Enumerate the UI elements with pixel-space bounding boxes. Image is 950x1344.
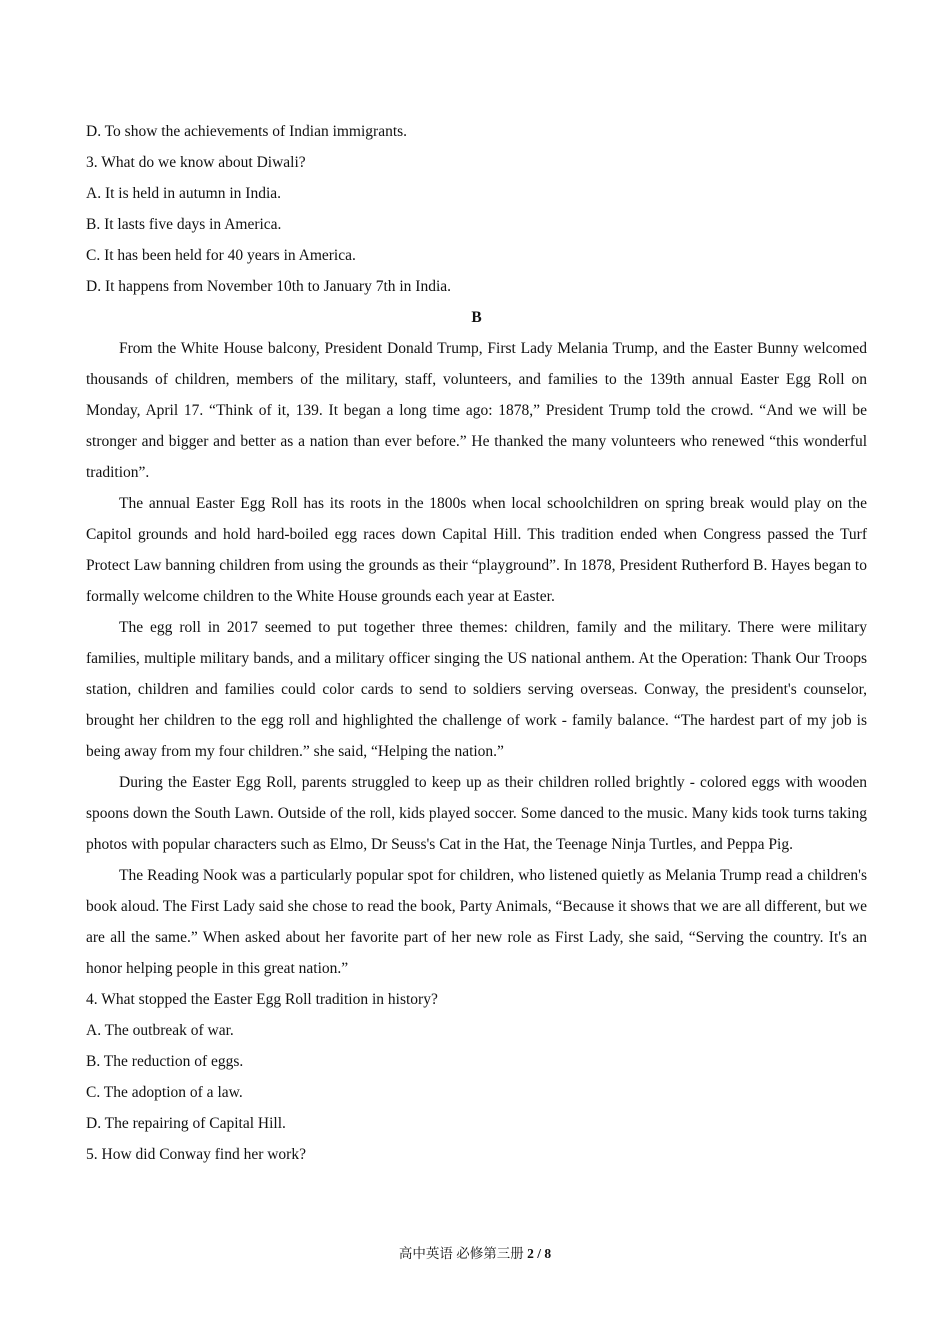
page-footer [0,1244,950,1264]
passage-paragraph-2: The annual Easter Egg Roll has its roots in the 1800s when local schoolchildren on spring break would play on the Capitol grounds and hold hard-boiled egg races down Capital Hill. This tradition ended when Congress passed the Turf Protect Law banning children from using the grounds as their “playground”. In 1878, President Rutherford B. Hayes began to formally welcome children to the White House grounds each year at Easter. [86,495,867,605]
question-3-stem: 3. What do we know about Diwali? [86,154,306,171]
footer-course-label: 高中英语 必修第三册 [398,1246,528,1261]
question-3-option-c: C. It has been held for 40 years in America. [86,247,356,264]
question-2-option-d: D. To show the achievements of Indian immigrants. [86,123,408,140]
passage-paragraph-3: The egg roll in 2017 seemed to put together three themes: children, family and the military. There were military families, multiple military bands, and a military officer singing the US national anthem. At the Operation: Thank Our Troops station, children and families could color cards to send to soldiers serving overseas. Conway, the president's counselor, brought her children to the egg roll and highlighted the challenge of work - family balance. “The hardest part of my job is being away from my four children.” she said, “Helping the nation.” [86,619,867,760]
footer-page-number: 2 / 8 [527,1246,552,1261]
question-4-option-b: B. The reduction of eggs. [86,1053,244,1070]
passage-paragraph-5: The Reading Nook was a particularly popular spot for children, who listened quietly as Melania Trump read a children's book aloud. The First Lady said she chose to read the book, Party Animals, “Because it shows that we are all different, but we are all the same.” When asked about her favorite part of her new role as First Lady, she said, “Serving the country. It's an honor helping people in this great nation.” [86,867,867,977]
document-page [86,116,867,1170]
question-5-stem: 5. How did Conway find her work? [86,1146,306,1163]
question-4-option-c: C. The adoption of a law. [86,1084,243,1101]
question-4-option-d: D. The repairing of Capital Hill. [86,1115,286,1132]
passage-paragraph-4: During the Easter Egg Roll, parents struggled to keep up as their children rolled brightly - colored eggs with wooden spoons down the South Lawn. Outside of the roll, kids played soccer. Some danced to the music. Many kids took turns taking photos with popular characters such as Elmo, Dr Seuss's Cat in the Hat, the Teenage Ninja Turtles, and Peppa Pig. [86,774,867,853]
question-3-option-b: B. It lasts five days in America. [86,216,282,233]
question-4-option-a: A. The outbreak of war. [86,1022,234,1039]
question-3-option-a: A. It is held in autumn in India. [86,185,282,202]
question-3-option-d: D. It happens from November 10th to January 7th in India. [86,278,452,295]
question-4-stem: 4. What stopped the Easter Egg Roll tradition in history? [86,991,438,1008]
section-b-heading: B [471,309,482,326]
passage-paragraph-1: From the White House balcony, President Donald Trump, First Lady Melania Trump, and the Easter Bunny welcomed thousands of children, members of the military, staff, volunteers, and families to the 139th annual Easter Egg Roll on Monday, April 17. “Think of it, 139. It began a long time ago: 1878,” President Trump told the crowd. “And we will be stronger and bigger and better as a nation than ever before.” He thanked the many volunteers who renewed “this wonderful tradition”. [86,340,867,481]
